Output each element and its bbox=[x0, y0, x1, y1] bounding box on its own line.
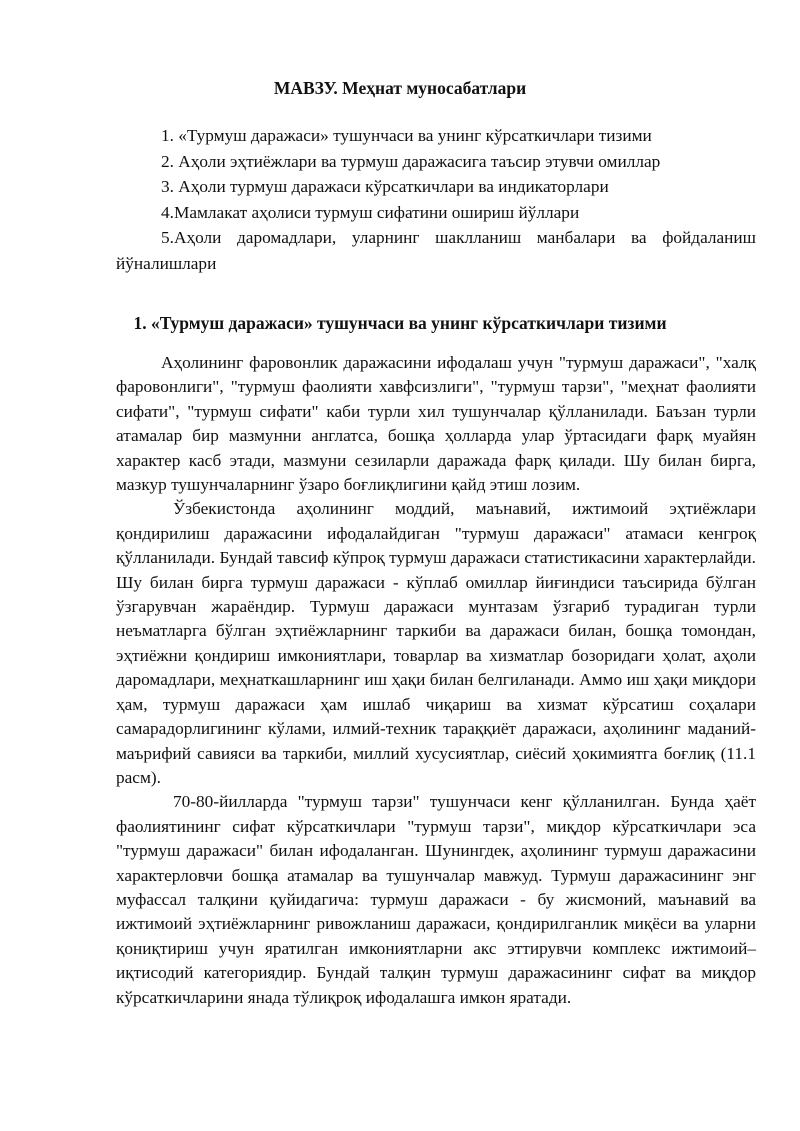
paragraph: 70-80-йилларда "турмуш тарзи" тушунчаси кенг қўлланилган. Бунда ҳаёт фаолиятининг сифат кўрсаткичлари "турмуш тарзи", миқдор кўрсаткичлари эса "турмуш даражаси" билан ифодаланган. Шунингдек, аҳолининг турмуш даражасини характерловчи бошқа атамалар ва тушунчалар мавжуд. Турмуш даражасининг энг муфассал талқини қуйидагича: турмуш даражаси - бу жисмоний, маънавий ва ижтимоий эҳтиёжларнинг ривожланиш даражаси, қондирилганлик миқёси ва уларни қониқтириш учун яратилган имкониятларни акс эттирувчи комплекс ижтимоий–иқтисодий категориядир. Бундай талқин турмуш даражасининг сифат ва миқдор кўрсаткичларини янада тўлиқроқ ифодалашга имкон яратади. bbox=[116, 792, 756, 1007]
paragraph: Ўзбекистонда аҳолининг моддий, маънавий, ижтимоий эҳтиёжлари қондирилиш даражасини ифодалайдиган "турмуш даражаси" атамаси кенгроқ қўлланилади. Бундай тавсиф кўпроқ турмуш даражаси статистикасини характерлайди. Шу билан бирга турмуш даражаси - кўплаб омиллар йиғиндиси таъсирида бўлган ўзгарувчан жараёндир. Турмуш даражаси мунтазам ўзгариб турадиган турли неъматларга бўлган эҳтиёжларнинг таркиби ва даражаси билан, бошқа томондан, эҳтиёжни қондириш имкониятлари, товарлар ва хизматлар бозоридаги ҳолат, аҳоли даромадлари, меҳнаткашларнинг иш ҳақи билан белгиланади. Аммо иш ҳақи миқдори ҳам, турмуш даражаси ҳам ишлаб чиқариш ва хизмат кўрсатиш соҳалари самарадорлигининг кўлами, илмий-техник тараққиёт даражаси, аҳолининг маданий-маърифий савияси ва таркиби, миллий хусусиятлар, сиёсий ҳокимиятга боғлиқ (11.1 расм). bbox=[116, 499, 756, 787]
section-heading: 1. «Турмуш даражаси» тушунчаси ва унинг кўрсаткичлари тизими bbox=[133, 313, 667, 333]
outline-item: 1. «Турмуш даражаси» тушунчаси ва унинг кўрсаткичлари тизими bbox=[161, 126, 652, 145]
outline-item: 5.Аҳоли даромадлари, уларнинг шаклланиш манбалари ва фойдаланиш йўналишлари bbox=[116, 228, 756, 273]
paragraph: Аҳолининг фаровонлик даражасини ифодалаш учун "турмуш даражаси", "халқ фаровонлиги", "турмуш фаолияти хавфсизлиги", "турмуш тарзи", "меҳнат фаолияти сифати", "турмуш сифати" каби турли хил тушунчалар қўлланилади. Баъзан турли атамалар бир мазмунни англатса, бошқа ҳолларда улар ўртасидаги фарқ муайян характер касб этади, мазмуни сезиларли даражада фарқ қилади. Шу билан бирга, мазкур тушунчаларнинг ўзаро боғлиқлигини қайд этиш лозим. bbox=[116, 353, 756, 495]
topic-outline bbox=[116, 123, 756, 225]
outline-item: 3. Аҳоли турмуш даражаси кўрсаткичлари ва индикаторлари bbox=[161, 177, 609, 196]
outline-item: 2. Аҳоли эҳтиёжлари ва турмуш даражасига таъсир этувчи омиллар bbox=[161, 151, 661, 171]
outline-item: 4.Мамлакат аҳолиси турмуш сифатини ошириш йўллари bbox=[161, 202, 580, 222]
section-body bbox=[116, 351, 756, 1010]
page-title: МАВЗУ. Меҳнат муносабатлари bbox=[273, 78, 527, 98]
